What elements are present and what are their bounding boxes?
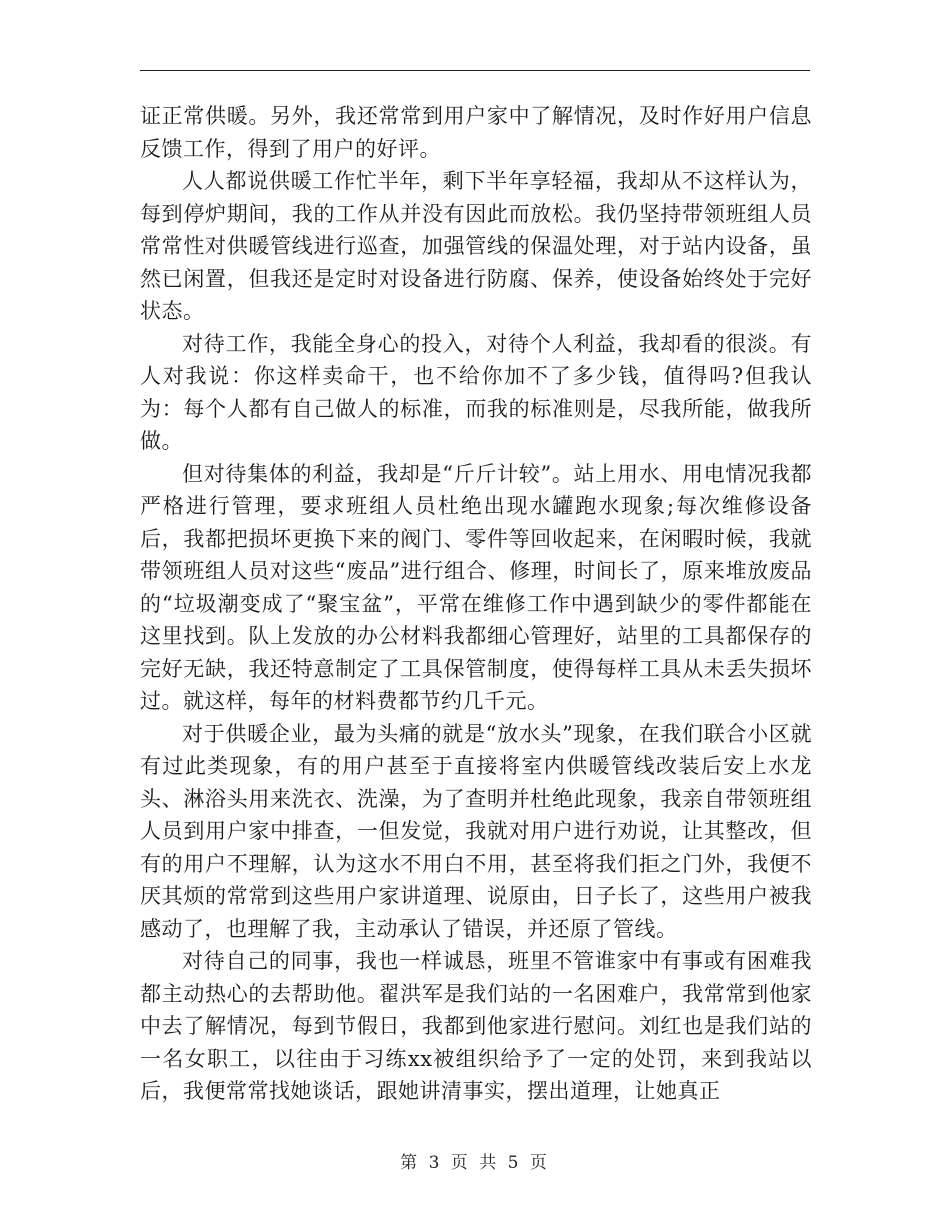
- paragraph: 对于供暖企业，最为头痛的就是“放水头”现象，在我们联合小区就有过此类现象，有的用户甚至于直接将室内供暖管线改装后安上水龙头、淋浴头用来洗衣、洗澡，为了查明并杜绝此现象，我亲自带领班组人员到用户家中排查，一但发觉，我就对用户进行劝说，让其整改，但有的用户不理解，认为这水不用白不用，甚至将我们拒之门外，我便不厌其烦的常常到这些用户家讲道理、说原由，日子长了，这些用户被我感动了，也理解了我，主动承认了错误，并还原了管线。: [140, 721, 812, 941]
- document-body: [140, 100, 812, 1108]
- paragraph: 但对待集体的利益，我却是“斤斤计较”。站上用水、用电情况我都严格进行管理，要求班组人员杜绝出现水罐跑水现象;每次维修设备后，我都把损坏更换下来的阀门、零件等回收起来，在闲暇时候，我就带领班组人员对这些“废品”进行组合、修理，时间长了，原来堆放废品的“垃圾潮变成了“聚宝盆”，平常在维修工作中遇到缺少的零件都能在这里找到。队上发放的办公材料我都细心管理好，站里的工具都保存的完好无缺，我还特意制定了工具保管制度，使得每样工具从未丢失损坏过。就这样，每年的材料费都节约几千元。: [140, 461, 812, 713]
- paragraph: 对待工作，我能全身心的投入，对待个人利益，我却看的很淡。有人对我说：你这样卖命干，也不给你加不了多少钱，值得吗?但我认为：每个人都有自己做人的标准，而我的标准则是，尽我所能，做我所做。: [140, 331, 812, 453]
- paragraph: 人人都说供暖工作忙半年，剩下半年享轻福，我却从不这样认为，每到停炉期间，我的工作从并没有因此而放松。我仍坚持带领班组人员常常性对供暖管线进行巡查，加强管线的保温处理，对于站内设备，虽然已闲置，但我还是定时对设备进行防腐、保养，使设备始终处于完好状态。: [140, 169, 812, 323]
- header-rule: [140, 70, 810, 71]
- paragraph: 对待自己的同事，我也一样诚恳，班里不管谁家中有事或有困难我都主动热心的去帮助他。翟洪军是我们站的一名困难户，我常常到他家中去了解情况，每到节假日，我都到他家进行慰问。刘红也是我们站的一名女职工，以往由于习练xx被组织给予了一定的处罚，来到我站以后，我便常常找她谈话，跟她讲清事实，摆出道理，让她真正: [140, 949, 812, 1103]
- paragraph-continuation: 证正常供暖。另外，我还常常到用户家中了解情况，及时作好用户信息反馈工作，得到了用户的好评。: [140, 104, 812, 161]
- page-number: 第 3 页 共 5 页: [400, 1153, 550, 1173]
